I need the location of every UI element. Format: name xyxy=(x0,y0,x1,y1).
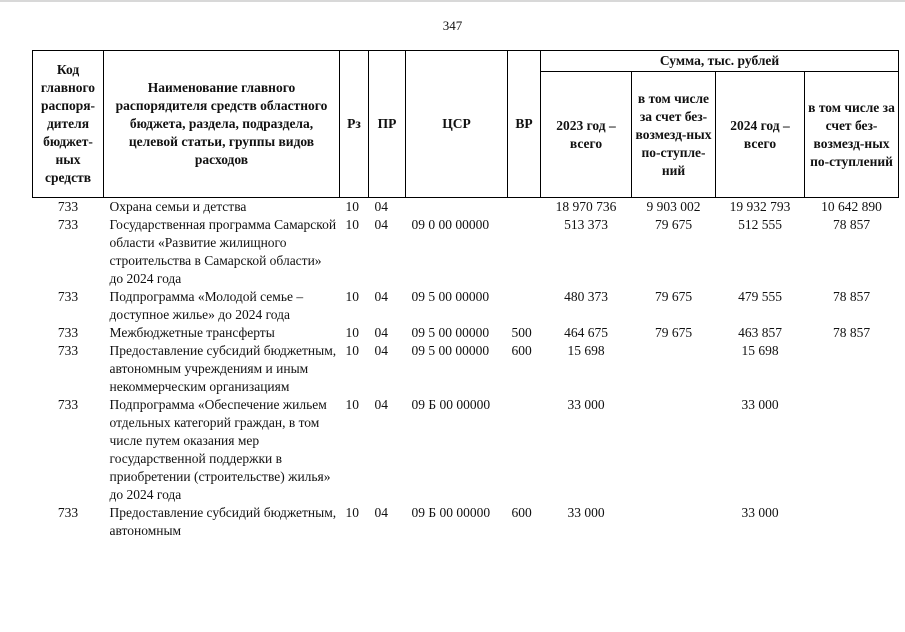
table-row xyxy=(33,198,899,217)
cell-csr: 09 Б 00 00000 xyxy=(411,397,491,412)
cell-2024-free: 78 857 xyxy=(832,289,871,304)
cell-name: Предоставление субсидий бюджетным, автономным xyxy=(109,505,337,538)
cell-csr: 09 0 00 00000 xyxy=(411,217,490,232)
cell-2024-total: 512 555 xyxy=(738,217,782,232)
table-header xyxy=(33,51,899,198)
table-row xyxy=(33,504,899,540)
cell-2023-total: 18 970 736 xyxy=(555,199,617,214)
budget-table xyxy=(32,50,899,540)
cell-csr: 09 5 00 00000 xyxy=(411,325,490,340)
header-vr: ВР xyxy=(508,51,541,198)
cell-kod: 733 xyxy=(57,289,79,304)
cell-rz: 10 xyxy=(345,289,359,304)
cell-csr: 09 5 00 00000 xyxy=(411,343,490,358)
cell-vr xyxy=(508,216,541,288)
cell-pr: 04 xyxy=(374,217,388,232)
cell-2024-free xyxy=(805,504,899,540)
header-2024-free: в том числе за счет без-возмезд-ных по-ступлений xyxy=(805,72,899,198)
cell-2023-free xyxy=(632,504,716,540)
header-pr: ПР xyxy=(369,51,406,198)
table-body xyxy=(33,198,899,541)
cell-2024-free xyxy=(805,396,899,504)
cell-vr xyxy=(508,198,541,217)
table-row xyxy=(33,342,899,396)
scan-edge xyxy=(0,0,905,2)
cell-kod: 733 xyxy=(57,505,79,520)
table-row xyxy=(33,396,899,504)
cell-name: Государственная программа Самарской области «Развитие жилищного строительства в Самарской области» до 2024 года xyxy=(109,217,337,286)
cell-name: Подпрограмма «Обеспечение жильем отдельных категорий граждан, в том числе путем оказания мер государственной поддержки в приобретении (строительстве) жилья» до 2024 года xyxy=(109,397,331,502)
cell-csr xyxy=(406,198,508,217)
cell-2023-total: 464 675 xyxy=(564,325,608,340)
cell-rz: 10 xyxy=(345,505,359,520)
header-csr: ЦСР xyxy=(406,51,508,198)
cell-vr: 500 xyxy=(511,325,532,340)
cell-rz: 10 xyxy=(345,343,359,358)
cell-2023-total: 33 000 xyxy=(567,505,605,520)
cell-2023-free xyxy=(632,396,716,504)
cell-2024-free: 10 642 890 xyxy=(821,199,882,214)
cell-pr: 04 xyxy=(374,397,388,412)
cell-vr: 600 xyxy=(511,505,532,520)
cell-vr: 600 xyxy=(511,343,532,358)
table-row xyxy=(33,216,899,288)
cell-rz: 10 xyxy=(345,217,359,232)
cell-csr: 09 5 00 00000 xyxy=(411,289,490,304)
cell-rz: 10 xyxy=(345,199,359,214)
cell-2023-total: 513 373 xyxy=(564,217,608,232)
cell-2024-free: 78 857 xyxy=(832,325,871,340)
cell-2024-total: 15 698 xyxy=(741,343,779,358)
cell-rz: 10 xyxy=(345,325,359,340)
cell-2023-free: 79 675 xyxy=(654,289,693,304)
cell-2024-total: 479 555 xyxy=(738,289,782,304)
cell-2023-free: 9 903 002 xyxy=(646,199,701,214)
cell-2023-free: 79 675 xyxy=(654,217,693,232)
cell-2024-total: 33 000 xyxy=(741,397,779,412)
cell-pr: 04 xyxy=(374,199,388,214)
cell-2024-free xyxy=(805,342,899,396)
cell-pr: 04 xyxy=(374,343,388,358)
cell-kod: 733 xyxy=(57,199,79,214)
cell-kod: 733 xyxy=(57,325,79,340)
cell-kod: 733 xyxy=(57,343,79,358)
table-row xyxy=(33,288,899,324)
header-rz: Рз xyxy=(340,51,369,198)
cell-2023-total: 33 000 xyxy=(567,397,605,412)
cell-2024-total: 33 000 xyxy=(741,505,779,520)
cell-2023-total: 15 698 xyxy=(567,343,605,358)
cell-vr xyxy=(508,288,541,324)
cell-pr: 04 xyxy=(374,289,388,304)
cell-kod: 733 xyxy=(57,217,79,232)
header-sum-group: Сумма, тыс. рублей xyxy=(541,51,899,72)
cell-2023-free: 79 675 xyxy=(654,325,693,340)
header-2023-free: в том числе за счет без-возмезд-ных по-ступле-ний xyxy=(632,72,716,198)
header-2023-total: 2023 год – всего xyxy=(541,72,632,198)
table-row xyxy=(33,324,899,342)
cell-rz: 10 xyxy=(345,397,359,412)
cell-name: Охрана семьи и детства xyxy=(109,199,247,214)
cell-vr xyxy=(508,396,541,504)
cell-2023-free xyxy=(632,342,716,396)
cell-name: Подпрограмма «Молодой семье – доступное жилье» до 2024 года xyxy=(109,289,304,322)
cell-2024-total: 19 932 793 xyxy=(729,199,791,214)
cell-pr: 04 xyxy=(374,325,388,340)
cell-2023-total: 480 373 xyxy=(564,289,608,304)
page-number: 347 xyxy=(442,18,463,33)
cell-csr: 09 Б 00 00000 xyxy=(411,505,491,520)
header-kod: Код главного распоря-дителя бюджет-ных средств xyxy=(33,51,104,198)
cell-2024-total: 463 857 xyxy=(738,325,782,340)
header-2024-total: 2024 год – всего xyxy=(716,72,805,198)
cell-name: Межбюджетные трансферты xyxy=(109,325,275,340)
cell-2024-free: 78 857 xyxy=(832,217,871,232)
header-name: Наименование главного распорядителя средств областного бюджета, раздела, подраздела, целевой статьи, группы видов расходов xyxy=(104,51,340,198)
cell-name: Предоставление субсидий бюджетным, автономным учреждениям и иным некоммерческим организациям xyxy=(109,343,337,394)
cell-kod: 733 xyxy=(57,397,79,412)
cell-pr: 04 xyxy=(374,505,388,520)
